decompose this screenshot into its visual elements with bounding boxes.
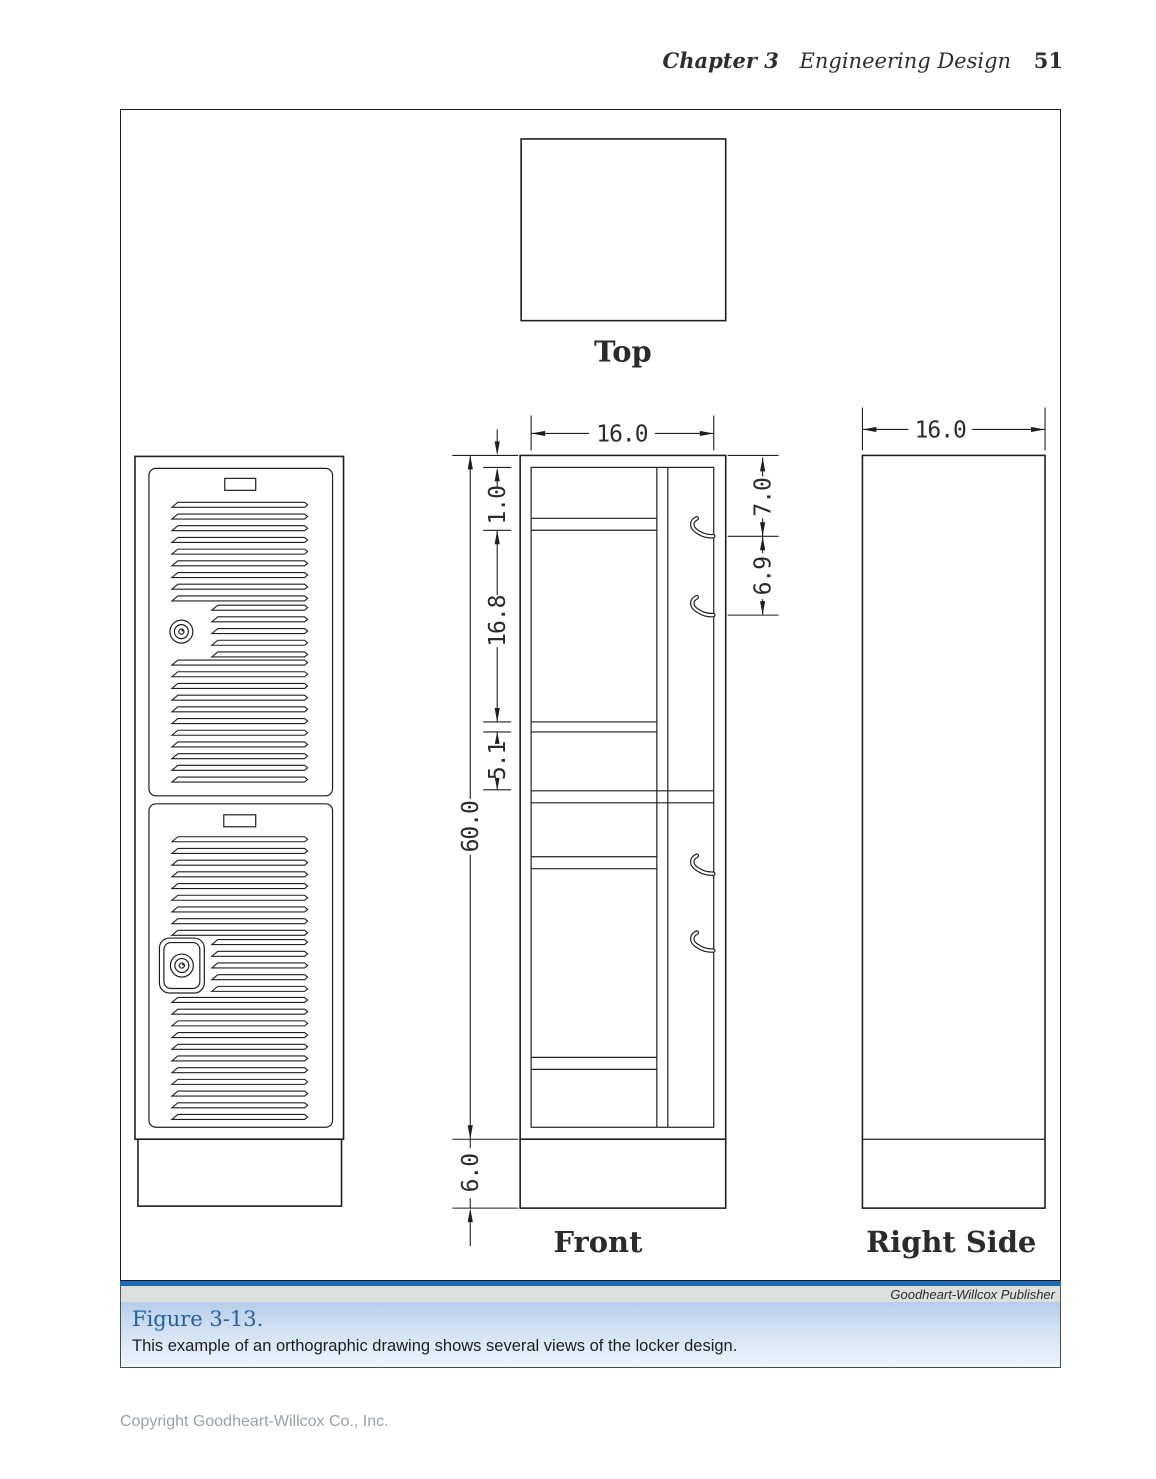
top-view-label: Top [594, 334, 652, 369]
chapter-title: Engineering Design [799, 49, 1012, 73]
orthographic-drawing [121, 110, 1060, 1280]
publisher-credit: Goodheart-Willcox Publisher [890, 1287, 1055, 1302]
orthographic-drawing-panel [120, 109, 1061, 1281]
figure-3-13 [120, 109, 1061, 1368]
dim-base-height: 6.0 [458, 1153, 485, 1193]
figure-caption-text: This example of an orthographic drawing shows several views of the locker design. [132, 1337, 738, 1355]
right-side-view-label: Right Side [866, 1225, 1037, 1260]
chapter-label: Chapter 3 [662, 48, 779, 73]
dim-front-width: 16.0 [596, 421, 648, 448]
front-view-label: Front [553, 1225, 643, 1260]
dim-overall-height: 60.0 [458, 801, 485, 853]
figure-caption-label: Figure 3-13. [132, 1307, 264, 1331]
dim-door-opening: 16.8 [485, 595, 512, 647]
running-head [663, 48, 1063, 73]
dim-lower-section: 5.1 [485, 741, 512, 781]
top-view [521, 139, 726, 369]
dim-hook-top: 7.0 [750, 478, 777, 517]
locker-pictorial [135, 456, 344, 1206]
dim-side-depth: 16.0 [914, 417, 966, 444]
right-side-view [862, 455, 1045, 1259]
front-view [520, 455, 726, 1259]
page-number: 51 [1033, 48, 1063, 73]
figure-caption-box [120, 1302, 1061, 1368]
dim-top-frame: 1.0 [485, 486, 512, 525]
dim-hook-spacing: 6.9 [750, 556, 777, 596]
credit-strip [120, 1286, 1061, 1302]
copyright-footer: Copyright Goodheart-Willcox Co., Inc. [120, 1413, 389, 1430]
